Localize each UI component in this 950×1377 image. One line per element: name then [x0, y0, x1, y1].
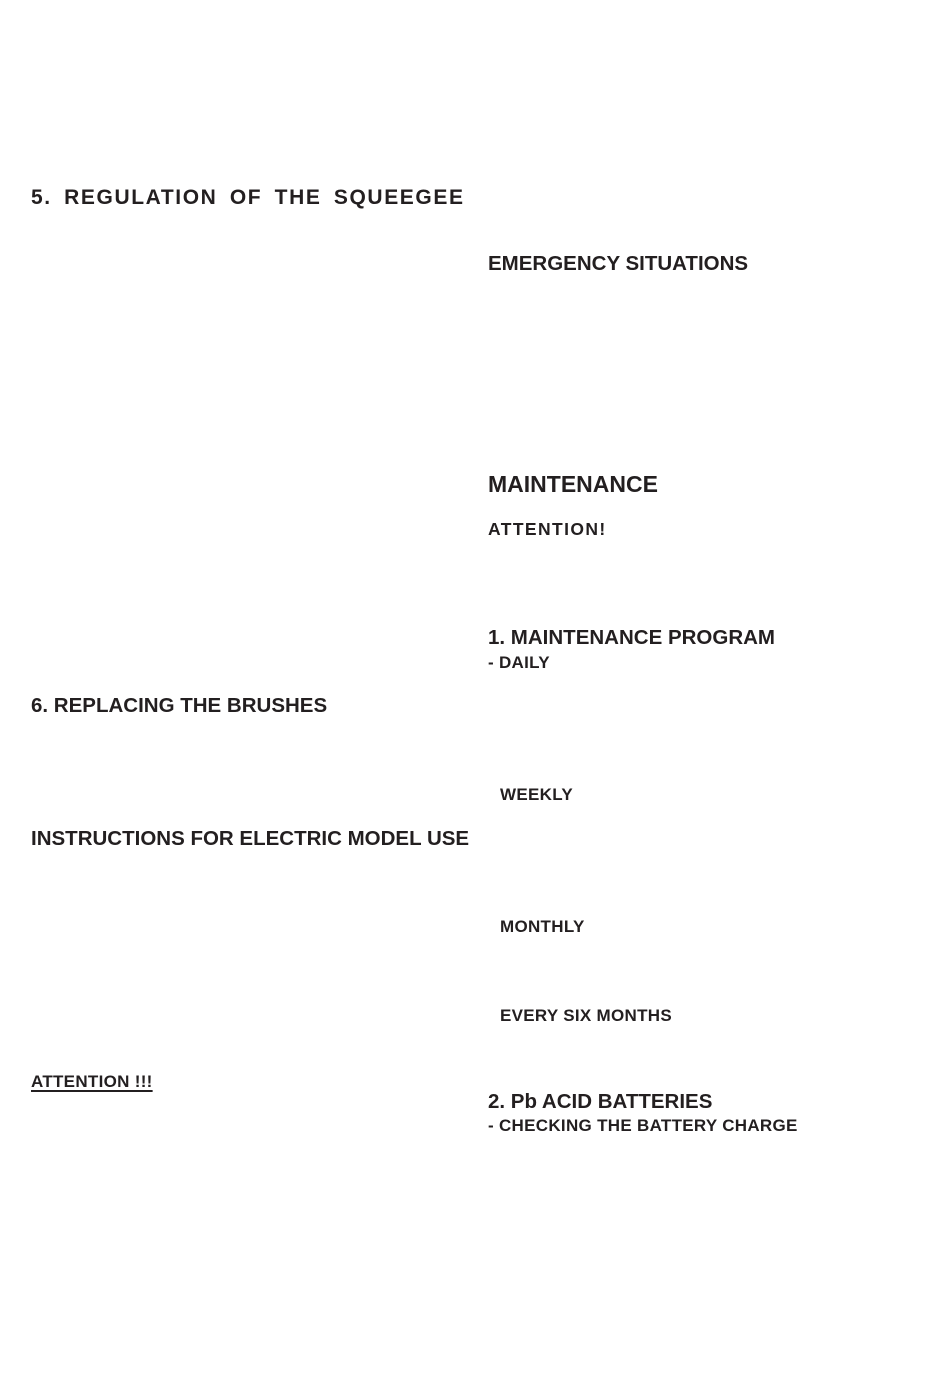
attention-label: ATTENTION!: [488, 519, 607, 539]
section-heading-replacing-brushes: 6. REPLACING THE BRUSHES: [31, 694, 328, 717]
subheading-weekly: WEEKLY: [500, 785, 573, 804]
chapter-heading-maintenance: MAINTENANCE: [488, 471, 658, 497]
attention-warning-heading: ATTENTION !!!: [31, 1072, 153, 1091]
subheading-monthly: MONTHLY: [500, 917, 585, 936]
section-heading-emergency-situations: EMERGENCY SITUATIONS: [488, 252, 749, 275]
section-heading-pb-acid-batteries: 2. Pb ACID BATTERIES: [488, 1090, 713, 1113]
subheading-daily: - DAILY: [488, 653, 550, 672]
subheading-checking-battery-charge: - CHECKING THE BATTERY CHARGE: [488, 1116, 798, 1135]
section-heading-regulation-squeegee: 5. REGULATION OF THE SQUEEGEE: [31, 186, 465, 209]
section-heading-electric-model: INSTRUCTIONS FOR ELECTRIC MODEL USE: [31, 827, 470, 850]
section-heading-maintenance-program: 1. MAINTENANCE PROGRAM: [488, 626, 776, 649]
subheading-every-six-months: EVERY SIX MONTHS: [500, 1006, 673, 1025]
